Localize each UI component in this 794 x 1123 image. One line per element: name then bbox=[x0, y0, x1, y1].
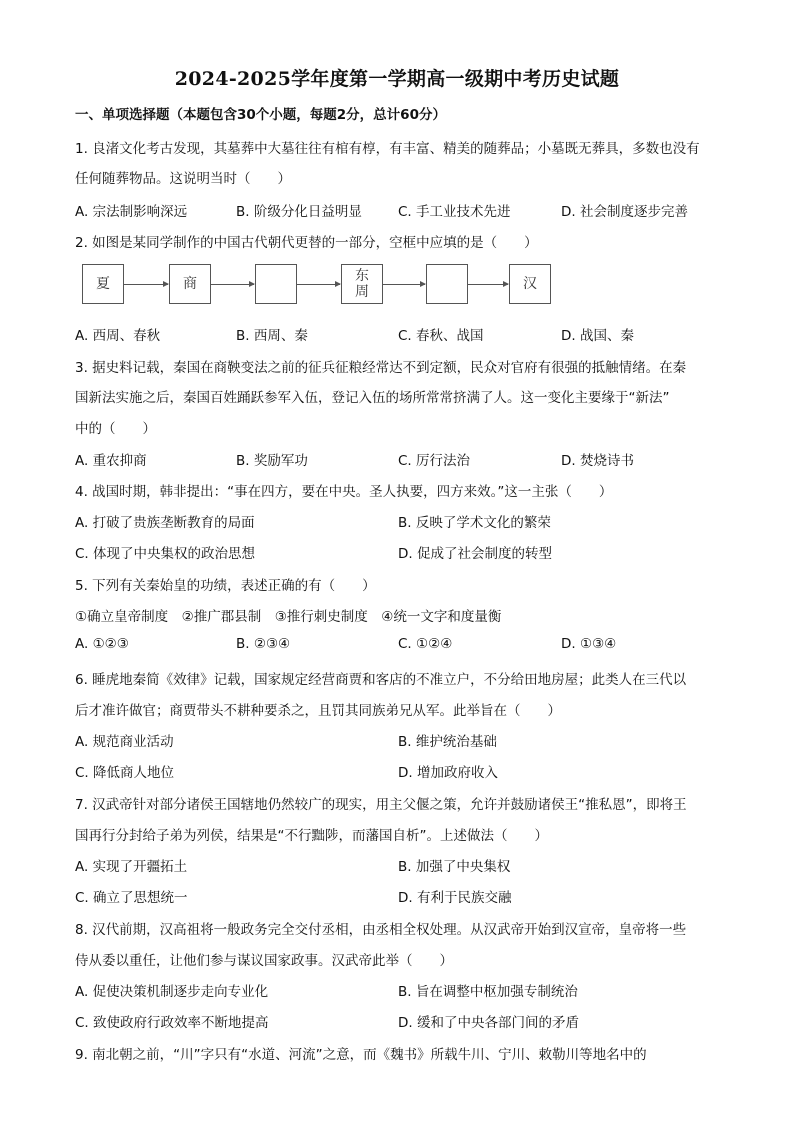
q8-option-b[interactable]: B. 旨在调整中枢加强专制统治 bbox=[398, 984, 578, 1000]
q2-option-b[interactable]: B. 西周、秦 bbox=[236, 328, 308, 344]
q8-stem-line1: 8. 汉代前期，汉高祖将一般政务完全交付丞相，由丞相全权处理。从汉武帝开始到汉宣帝，皇帝将一些 bbox=[75, 922, 687, 938]
q8-option-d[interactable]: D. 缓和了中央各部门间的矛盾 bbox=[398, 1015, 579, 1031]
q6-option-c[interactable]: C. 降低商人地位 bbox=[75, 765, 175, 781]
q2-stem-line1: 2. 如图是某同学制作的中国古代朝代更替的一部分，空框中应填的是（ ） bbox=[75, 235, 538, 251]
q2-option-c[interactable]: C. 春秋、战国 bbox=[398, 328, 484, 344]
q3-option-d[interactable]: D. 焚烧诗书 bbox=[561, 453, 634, 469]
q7-option-b[interactable]: B. 加强了中央集权 bbox=[398, 859, 511, 875]
q1-stem-line2: 任何随葬物品。这说明当时（ ） bbox=[75, 171, 291, 187]
dynasty-sequence-diagram bbox=[82, 264, 552, 306]
q2-option-a[interactable]: A. 西周、春秋 bbox=[75, 328, 161, 344]
q5-option-d[interactable]: D. ①③④ bbox=[561, 636, 617, 652]
dynasty-box-eastern-zhou bbox=[341, 264, 383, 304]
q3-option-c[interactable]: C. 厉行法治 bbox=[398, 453, 471, 469]
q4-option-a[interactable]: A. 打破了贵族垄断教育的局面 bbox=[75, 515, 255, 531]
q4-option-c[interactable]: C. 体现了中央集权的政治思想 bbox=[75, 546, 256, 562]
q3-option-b[interactable]: B. 奖励军功 bbox=[236, 453, 308, 469]
dynasty-box-blank-1 bbox=[255, 264, 297, 304]
arrow-icon bbox=[297, 284, 340, 285]
q5-stem-line2: ①确立皇帝制度 ②推广郡县制 ③推行刺史制度 ④统一文字和度量衡 bbox=[75, 609, 502, 625]
q8-option-c[interactable]: C. 致使政府行政效率不断地提高 bbox=[75, 1015, 269, 1031]
q8-option-a[interactable]: A. 促使决策机制逐步走向专业化 bbox=[75, 984, 269, 1000]
q4-stem-line1: 4. 战国时期，韩非提出：“事在四方，要在中央。圣人执要，四方来效。”这一主张（ ） bbox=[75, 484, 613, 500]
q5-option-c[interactable]: C. ①②④ bbox=[398, 636, 453, 652]
dynasty-box-xia: 夏 bbox=[82, 264, 124, 304]
q6-option-d[interactable]: D. 增加政府收入 bbox=[398, 765, 498, 781]
q3-option-a[interactable]: A. 重农抑商 bbox=[75, 453, 147, 469]
section-heading: 一、单项选择题（本题包含30个小题，每题2分，总计60分） bbox=[75, 107, 446, 123]
q4-option-b[interactable]: B. 反映了学术文化的繁荣 bbox=[398, 515, 551, 531]
q1-option-b[interactable]: B. 阶级分化日益明显 bbox=[236, 204, 362, 220]
q1-option-d[interactable]: D. 社会制度逐步完善 bbox=[561, 204, 688, 220]
q5-option-b[interactable]: B. ②③④ bbox=[236, 636, 291, 652]
q7-stem-line1: 7. 汉武帝针对部分诸侯王国辖地仍然较广的现实，用主父偃之策，允许并鼓励诸侯王“推私恩”，即将王 bbox=[75, 797, 687, 813]
q3-stem-line3: 中的（ ） bbox=[75, 421, 156, 437]
q6-option-a[interactable]: A. 规范商业活动 bbox=[75, 734, 174, 750]
q7-option-a[interactable]: A. 实现了开疆拓土 bbox=[75, 859, 188, 875]
arrow-icon bbox=[383, 284, 425, 285]
arrow-icon bbox=[211, 284, 254, 285]
q3-stem-line1: 3. 据史料记载，秦国在商鞅变法之前的征兵征粮经常达不到定额，民众对官府有很强的抵触情绪。在秦 bbox=[75, 360, 687, 376]
q1-option-c[interactable]: C. 手工业技术先进 bbox=[398, 204, 511, 220]
q3-stem-line2: 国新法实施之后，秦国百姓踊跃参军入伍，登记入伍的场所常常挤满了人。这一变化主要缘于“新法” bbox=[75, 390, 670, 406]
q9-stem-line1: 9. 南北朝之前，“川”字只有“水道、河流”之意，而《魏书》所载牛川、宁川、敕勒川等地名中的 bbox=[75, 1047, 647, 1063]
q5-stem-line1: 5. 下列有关秦始皇的功绩，表述正确的有（ ） bbox=[75, 578, 376, 594]
q4-option-d[interactable]: D. 促成了社会制度的转型 bbox=[398, 546, 552, 562]
arrow-icon bbox=[468, 284, 508, 285]
q7-option-d[interactable]: D. 有利于民族交融 bbox=[398, 890, 512, 906]
box-char: 周 bbox=[355, 284, 369, 300]
dynasty-box-shang: 商 bbox=[169, 264, 211, 304]
q7-stem-line2: 国再行分封给子弟为列侯，结果是“不行黜陟，而藩国自析”。上述做法（ ） bbox=[75, 828, 548, 844]
q6-option-b[interactable]: B. 维护统治基础 bbox=[398, 734, 497, 750]
arrow-icon bbox=[124, 284, 168, 285]
dynasty-box-han: 汉 bbox=[509, 264, 551, 304]
dynasty-box-blank-2 bbox=[426, 264, 468, 304]
q5-option-a[interactable]: A. ①②③ bbox=[75, 636, 129, 652]
q1-option-a[interactable]: A. 宗法制影响深远 bbox=[75, 204, 188, 220]
exam-title: 2024-2025学年度第一学期高一级期中考历史试题 bbox=[174, 68, 620, 90]
q6-stem-line2: 后才准许做官；商贾带头不耕种要杀之，且罚其同族弟兄从军。此举旨在（ ） bbox=[75, 703, 561, 719]
box-char: 东 bbox=[355, 268, 369, 284]
q2-option-d[interactable]: D. 战国、秦 bbox=[561, 328, 634, 344]
q6-stem-line1: 6. 睡虎地秦简《效律》记载，国家规定经营商贾和客店的不准立户，不分给田地房屋；此类人在三代以 bbox=[75, 672, 687, 688]
q7-option-c[interactable]: C. 确立了思想统一 bbox=[75, 890, 188, 906]
q1-stem-line1: 1. 良渚文化考古发现，其墓葬中大墓往往有棺有椁，有丰富、精美的随葬品；小墓既无葬具，多数也没有 bbox=[75, 141, 700, 157]
q8-stem-line2: 侍从委以重任，让他们参与谋议国家政事。汉武帝此举（ ） bbox=[75, 953, 453, 969]
